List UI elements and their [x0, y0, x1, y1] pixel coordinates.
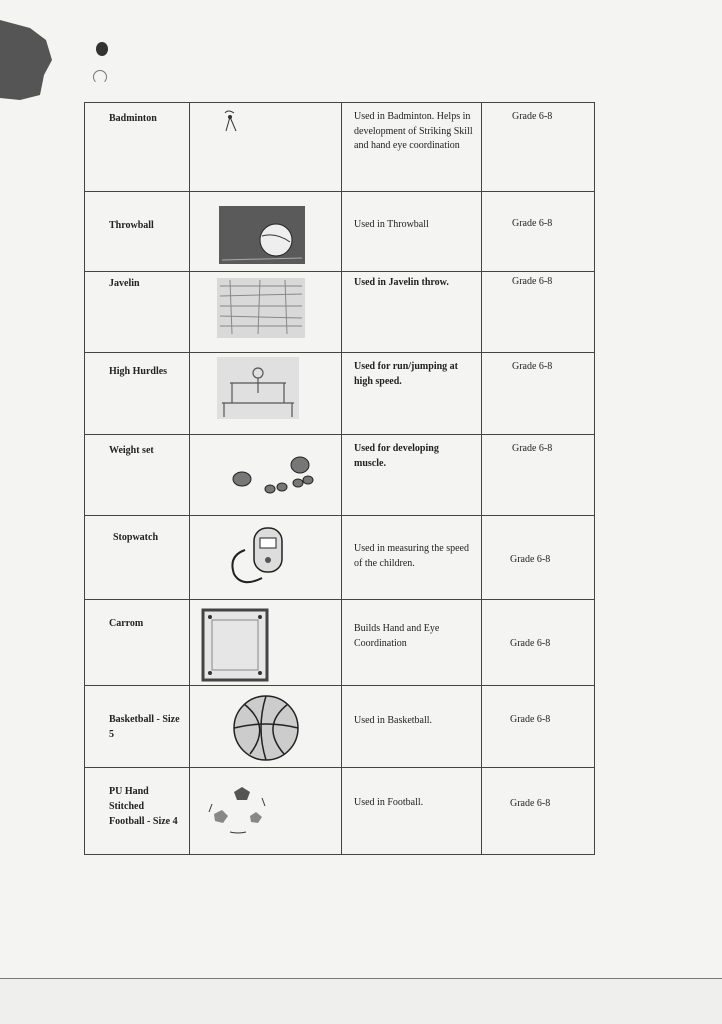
- grade-label: Grade 6-8: [512, 361, 553, 372]
- hurdles-icon: [190, 353, 340, 429]
- grade-label: Grade 6-8: [510, 714, 551, 725]
- shuttlecock-icon: [190, 103, 340, 163]
- equipment-name: Badminton: [109, 113, 157, 124]
- grade-label: Grade 6-8: [512, 111, 553, 122]
- carrom-board-icon: [190, 600, 340, 684]
- table-row: [85, 768, 595, 855]
- equipment-table: [84, 102, 595, 855]
- usage-text: Used in measuring the speed of the children.: [354, 543, 469, 569]
- grade-label: Grade 6-8: [510, 554, 551, 565]
- table-row: [85, 600, 595, 686]
- equipment-name: PU Hand Stitched Football - Size 4: [109, 786, 178, 827]
- table-row: [85, 103, 595, 192]
- usage-text: Used in Basketball.: [354, 715, 433, 726]
- equipment-name: Javelin: [109, 278, 140, 289]
- throwball-icon: [190, 192, 340, 268]
- javelin-icon: [190, 272, 340, 348]
- equipment-name: Stopwatch: [113, 532, 159, 543]
- equipment-name: Weight set: [109, 445, 154, 456]
- table-row: [85, 353, 595, 435]
- usage-text: Used in Football.: [354, 797, 424, 808]
- grade-label: Grade 6-8: [512, 443, 553, 454]
- grade-label: Grade 6-8: [510, 638, 551, 649]
- usage-text: Used for developing muscle.: [354, 443, 439, 469]
- table-row: [85, 516, 595, 600]
- usage-text: Builds Hand and Eye Coordination: [354, 623, 440, 649]
- table-row: [85, 686, 595, 768]
- equipment-name: High Hurdles: [109, 366, 168, 377]
- punch-hole: [96, 42, 108, 56]
- stopwatch-icon: [190, 516, 340, 596]
- weights-icon: [190, 435, 340, 511]
- table-row: [85, 435, 595, 516]
- grade-label: Grade 6-8: [510, 798, 551, 809]
- scan-background: [0, 979, 722, 1024]
- usage-text: Used in Throwball: [354, 219, 429, 230]
- equipment-name: Carrom: [109, 618, 144, 629]
- torn-corner: [0, 20, 52, 100]
- punch-hole-mark: [93, 70, 107, 84]
- basketball-icon: [190, 686, 340, 766]
- football-icon: [190, 768, 340, 852]
- equipment-name: Throwball: [109, 220, 154, 231]
- usage-text: Used for run/jumping at high speed.: [354, 361, 458, 387]
- usage-text: Used in Javelin throw.: [354, 277, 449, 288]
- usage-text: Used in Badminton. Helps in development of Striking Skill and hand eye coordination: [354, 111, 473, 151]
- grade-label: Grade 6-8: [512, 218, 553, 229]
- table-row: [85, 272, 595, 353]
- grade-label: Grade 6-8: [512, 276, 553, 287]
- equipment-name: Basketball - Size 5: [109, 714, 180, 740]
- table-row: [85, 192, 595, 272]
